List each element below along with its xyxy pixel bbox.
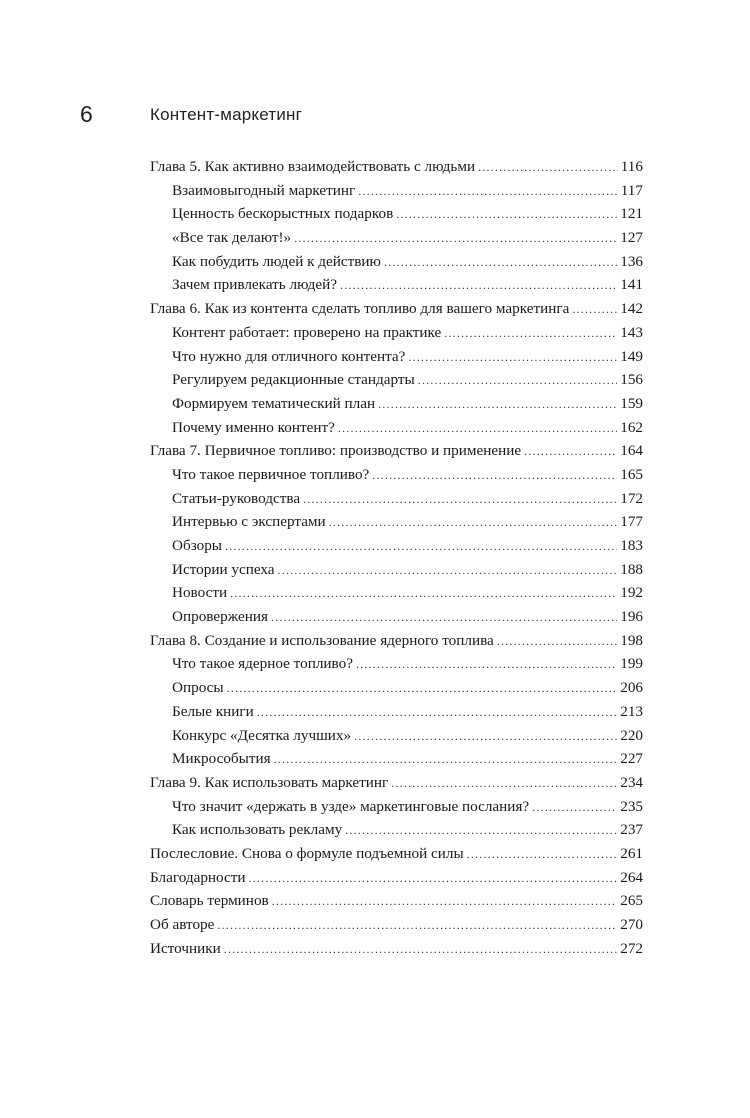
toc-entry-title: Что такое ядерное топливо? <box>172 655 353 673</box>
toc-section-entry <box>150 487 643 511</box>
toc-entry-title: Новости <box>172 584 228 602</box>
toc-entry-title: Обзоры <box>172 537 222 554</box>
toc-section-entry <box>150 368 643 392</box>
toc-section-entry <box>150 652 643 676</box>
toc-section-entry <box>150 273 643 297</box>
toc-entry-title: Микрособытия <box>172 750 271 768</box>
dot-leader <box>444 322 617 346</box>
toc-entry-page-number: 165 <box>620 465 643 483</box>
dot-leader <box>303 488 617 512</box>
toc-entry-title: Регулируем редакционные стандарты <box>172 371 415 389</box>
toc-entry-title: Глава 5. Как активно взаимодействовать с людьми <box>150 158 476 175</box>
toc-entry-page-number: 192 <box>620 584 643 602</box>
dot-leader <box>274 748 618 772</box>
dot-leader <box>340 274 617 298</box>
toc-section-entry <box>150 321 643 345</box>
toc-entry-page-number: 149 <box>620 347 643 365</box>
toc-entry-title: Белые книги <box>172 702 254 720</box>
toc-entry-title: Глава 8. Создание и использование ядерного топлива <box>150 631 494 649</box>
toc-section-entry <box>150 179 643 203</box>
toc-entry-page-number: 220 <box>620 726 643 744</box>
toc-entry-page-number: 235 <box>620 797 643 815</box>
toc-entry-page-number: 261 <box>620 844 643 862</box>
toc-entry-title: Словарь терминов <box>150 892 269 910</box>
toc-entry-page-number: 116 <box>620 158 643 175</box>
toc-entry-page-number: 265 <box>620 892 643 910</box>
dot-leader <box>378 393 617 417</box>
dot-leader <box>271 606 617 630</box>
toc-entry-title: Формируем тематический план <box>172 394 376 412</box>
dot-leader <box>345 819 617 843</box>
toc-section-entry <box>150 747 643 771</box>
dot-leader <box>372 464 617 488</box>
toc-entry-page-number: 227 <box>620 750 643 768</box>
toc-entry-title: Что значит «держать в узде» маркетинговые послания? <box>172 797 530 815</box>
toc-entry-title: Как использовать рекламу <box>172 821 343 839</box>
toc-section-entry <box>150 558 643 582</box>
toc-entry-title: Что нужно для отличного контента? <box>172 347 406 365</box>
toc-entry-page-number: 206 <box>620 679 643 697</box>
toc-entry-title: Глава 6. Как из контента сделать топливо для вашего маркетинга <box>150 300 570 318</box>
dot-leader <box>227 677 618 701</box>
toc-entry-page-number: 162 <box>620 418 643 436</box>
toc-section-entry <box>150 700 643 724</box>
dot-leader <box>225 535 617 559</box>
toc-entry-page-number: 141 <box>620 276 643 294</box>
toc-chapter-entry <box>150 155 643 179</box>
toc-entry-title: Почему именно контент? <box>172 418 335 436</box>
toc-chapter-entry <box>150 629 643 653</box>
toc-entry-page-number: 156 <box>620 371 643 389</box>
toc-entry-page-number: 159 <box>620 394 643 412</box>
toc-entry-title: Как побудить людей к действию <box>172 252 381 270</box>
toc-entry-page-number: 121 <box>620 205 643 223</box>
toc-entry-title: Статьи-руководства <box>172 489 301 507</box>
toc-section-entry <box>150 202 643 226</box>
dot-leader <box>467 843 618 867</box>
toc-entry-page-number: 136 <box>620 252 643 270</box>
dot-leader <box>338 417 617 441</box>
toc-entry-page-number: 117 <box>620 181 643 199</box>
toc-entry-page-number: 213 <box>620 702 643 720</box>
toc-chapter-entry <box>150 889 643 913</box>
dot-leader <box>356 653 617 677</box>
toc-section-entry <box>150 416 643 440</box>
dot-leader <box>572 298 617 322</box>
toc-section-entry <box>150 795 643 819</box>
toc-entry-title: Благодарности <box>150 868 246 886</box>
toc-section-entry <box>150 345 643 369</box>
toc-entry-page-number: 164 <box>620 442 643 460</box>
dot-leader <box>391 772 617 796</box>
toc-entry-title: Что такое первичное топливо? <box>172 465 370 483</box>
dot-leader <box>272 890 618 914</box>
toc-section-entry <box>150 818 643 842</box>
running-title: Контент-маркетинг <box>150 105 303 124</box>
page-number: 6 <box>80 101 93 127</box>
toc-chapter-entry <box>150 439 643 463</box>
toc-entry-title: Конкурс «Десятка лучших» <box>172 726 352 744</box>
dot-leader <box>408 346 617 370</box>
dot-leader <box>396 203 617 227</box>
toc-entry-title: «Все так делают!» <box>172 229 292 247</box>
dot-leader <box>224 938 617 962</box>
toc-section-entry <box>150 676 643 700</box>
toc-entry-title: Ценность бескорыстных подарков <box>172 205 394 223</box>
toc-entry-title: Взаимовыгодный маркетинг <box>172 181 356 199</box>
toc-entry-page-number: 237 <box>620 821 643 839</box>
toc-entry-title: Интервью с экспертами <box>172 513 326 531</box>
toc-entry-title: Зачем привлекать людей? <box>172 276 338 294</box>
toc-section-entry <box>150 534 643 558</box>
toc-chapter-entry <box>150 297 643 321</box>
toc-entry-page-number: 199 <box>620 655 643 673</box>
toc-entry-page-number: 143 <box>620 323 643 341</box>
toc-chapter-entry <box>150 771 643 795</box>
toc-entry-title: Опровержения <box>172 608 268 626</box>
toc-entry-page-number: 188 <box>620 560 643 578</box>
toc-entry-page-number: 142 <box>620 300 643 318</box>
dot-leader <box>418 369 617 393</box>
dot-leader <box>257 701 617 725</box>
toc-entry-page-number: 198 <box>620 631 643 649</box>
dot-leader <box>230 582 617 606</box>
toc-section-entry <box>150 510 643 534</box>
dot-leader <box>249 867 618 891</box>
toc-section-entry <box>150 392 643 416</box>
toc-section-entry <box>150 250 643 274</box>
toc-entry-title: Опросы <box>172 679 224 697</box>
toc-entry-page-number: 264 <box>620 868 643 886</box>
toc-entry-page-number: 196 <box>620 608 643 626</box>
toc-entry-page-number: 172 <box>620 489 643 507</box>
toc-chapter-entry <box>150 937 643 961</box>
toc-chapter-entry <box>150 866 643 890</box>
dot-leader <box>532 796 617 820</box>
toc-section-entry <box>150 463 643 487</box>
toc-chapter-entry <box>150 913 643 937</box>
dot-leader <box>217 914 617 938</box>
dot-leader <box>524 440 617 464</box>
toc-entry-title: Послесловие. Снова о формуле подъемной силы <box>150 844 464 862</box>
toc-entry-title: Глава 9. Как использовать маркетинг <box>150 773 389 791</box>
toc-chapter-entry <box>150 842 643 866</box>
toc-entry-title: Истории успеха <box>172 560 275 578</box>
dot-leader <box>329 511 618 535</box>
dot-leader <box>497 630 617 654</box>
toc-section-entry <box>150 226 643 250</box>
toc-entry-title: Об авторе <box>150 916 215 933</box>
toc-section-entry <box>150 724 643 748</box>
toc-entry-page-number: 127 <box>620 229 643 247</box>
toc-section-entry <box>150 605 643 629</box>
toc-entry-page-number: 234 <box>620 773 643 791</box>
dot-leader <box>384 251 617 275</box>
dot-leader <box>358 180 618 204</box>
toc-entry-title: Глава 7. Первичное топливо: производство и применение <box>150 442 522 460</box>
toc-entry-page-number: 270 <box>620 916 643 933</box>
toc-entry-title: Контент работает: проверено на практике <box>172 323 442 341</box>
dot-leader <box>354 725 617 749</box>
table-of-contents <box>150 155 643 960</box>
dot-leader <box>278 559 618 583</box>
toc-entry-page-number: 177 <box>620 513 643 531</box>
toc-entry-page-number: 183 <box>620 537 643 554</box>
toc-entry-title: Источники <box>150 939 221 957</box>
toc-entry-page-number: 272 <box>620 939 643 957</box>
dot-leader <box>478 156 618 180</box>
toc-section-entry <box>150 581 643 605</box>
dot-leader <box>294 227 617 251</box>
